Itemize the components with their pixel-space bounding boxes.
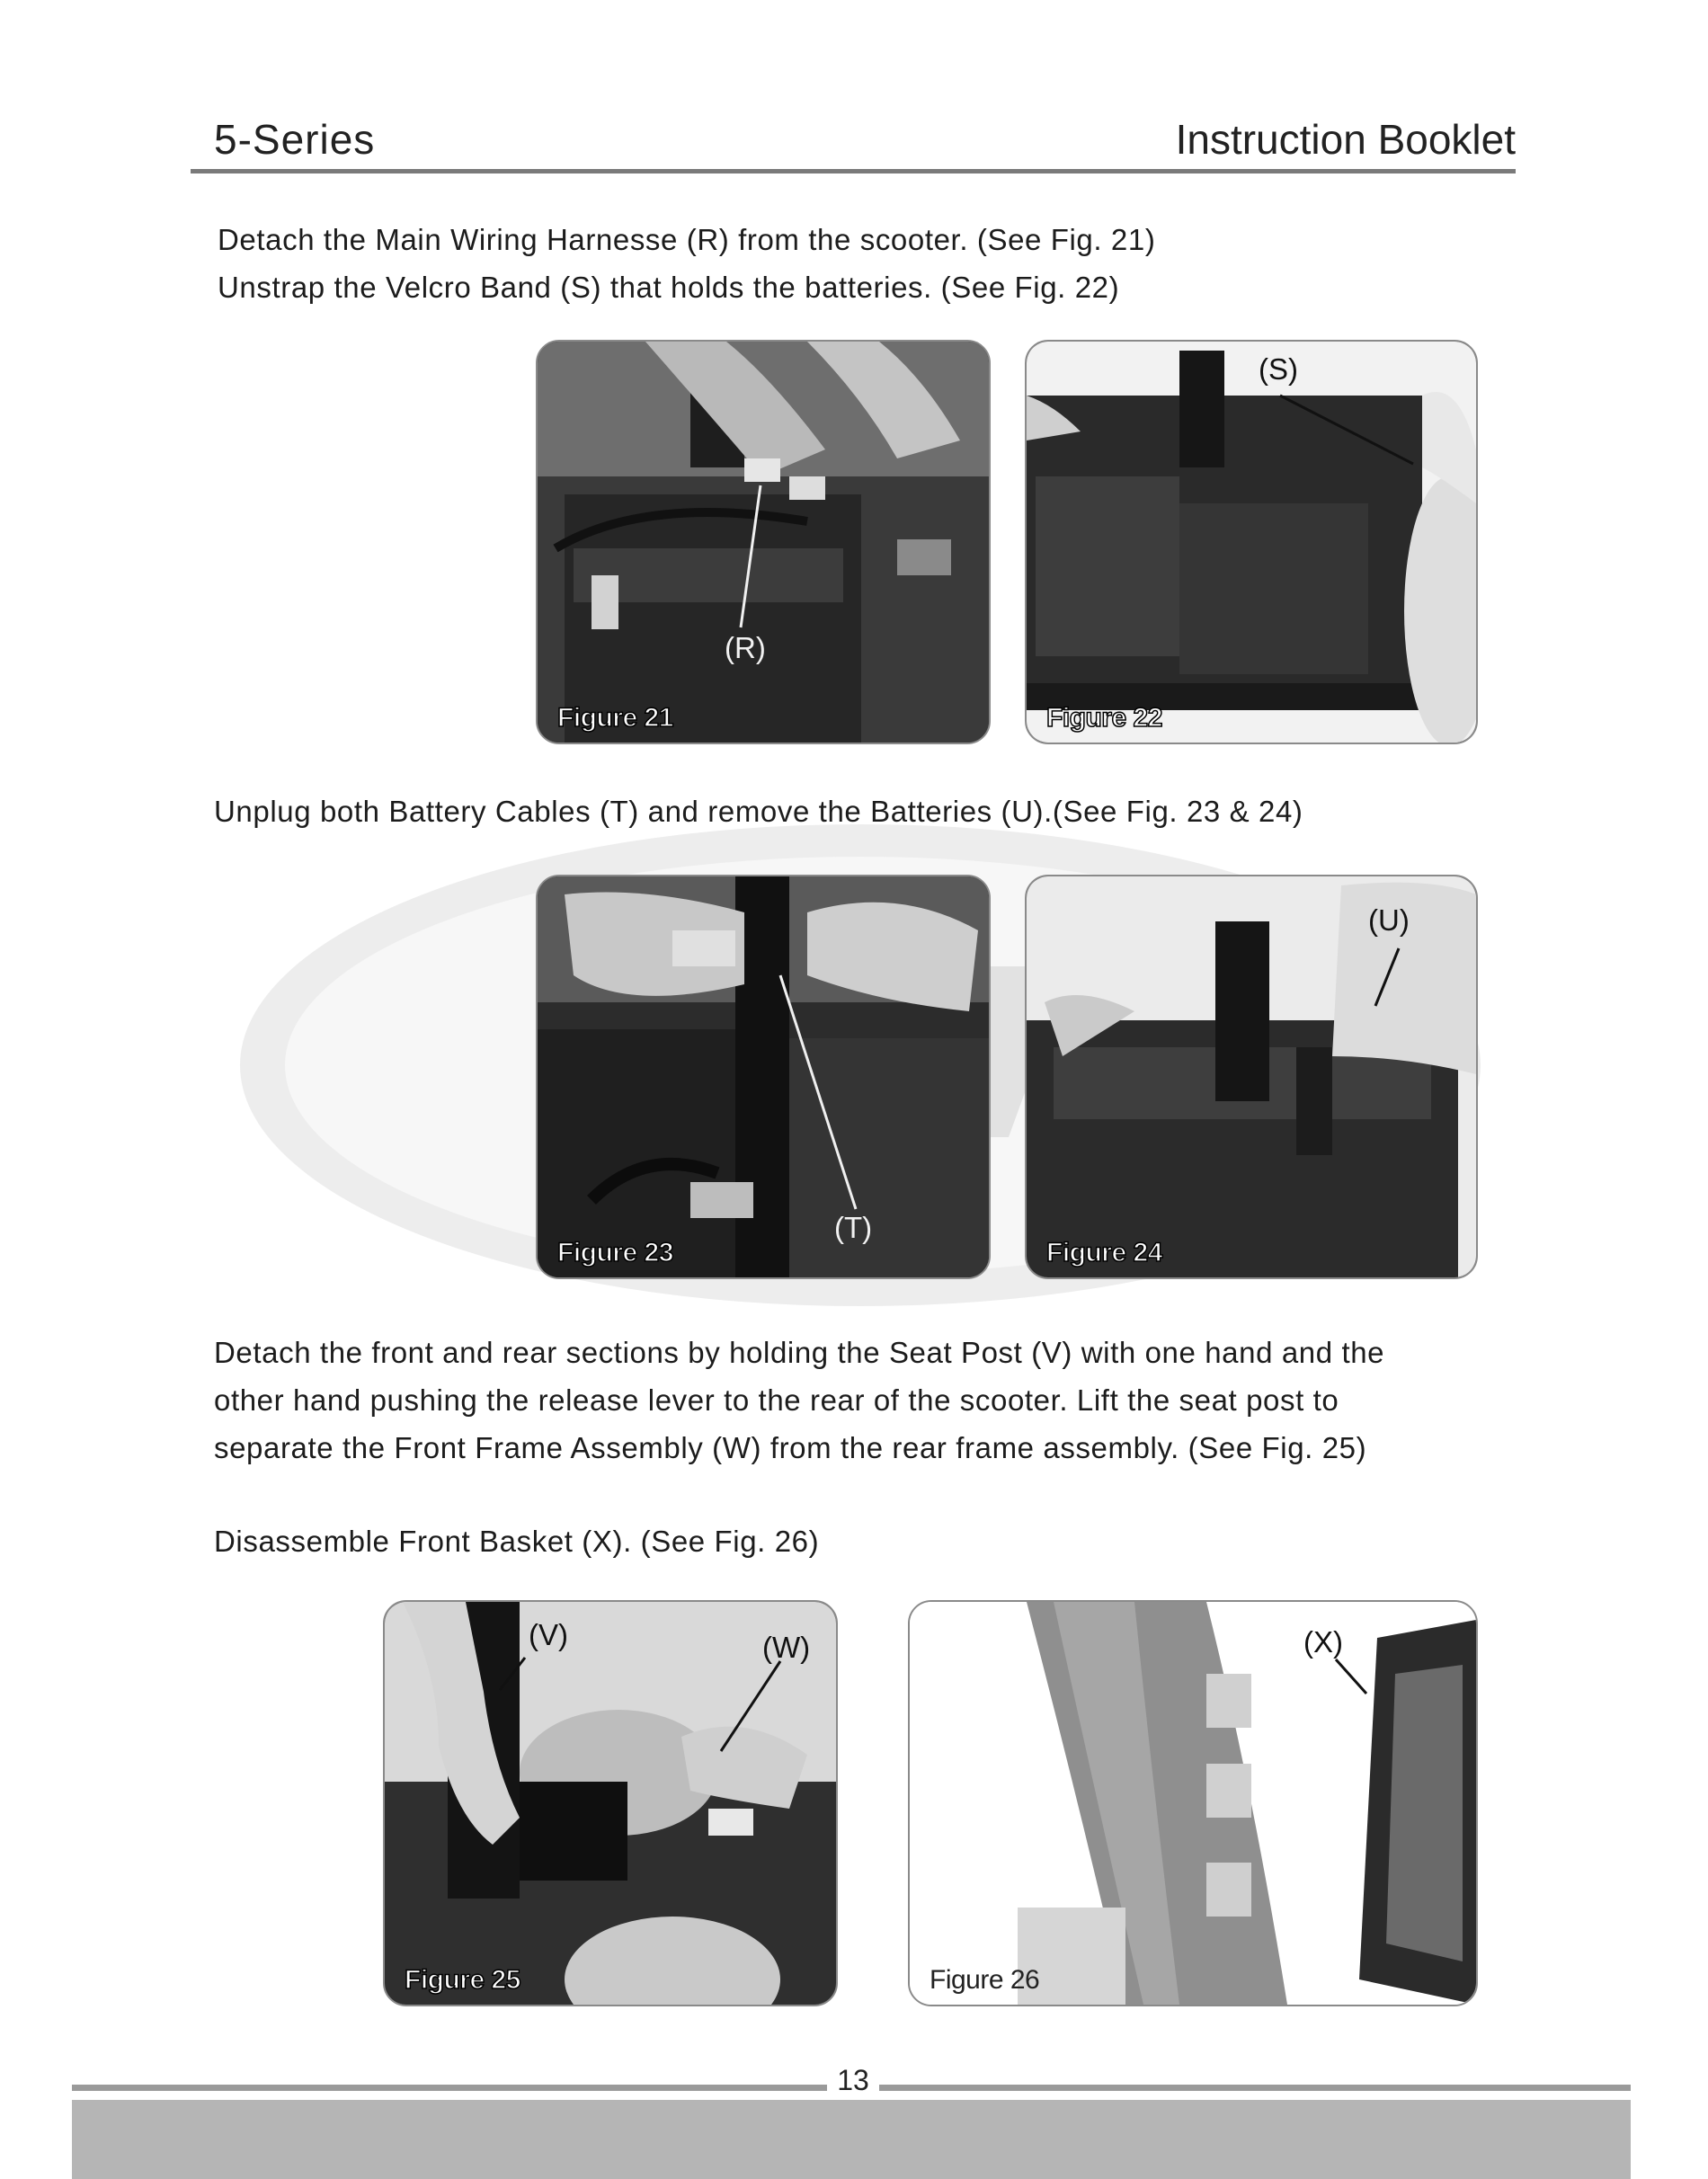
figure-26-caption: Figure 26 — [930, 1965, 1040, 1995]
figure-22-caption: Figure 22 — [1046, 703, 1162, 733]
figure-21-caption: Figure 21 — [557, 703, 673, 733]
figure-25-caption: Figure 25 — [405, 1965, 520, 1995]
figure-23-photo — [538, 876, 989, 1277]
instruction-step-3-line-3: separate the Front Frame Assembly (W) from the rear frame assembly. (See Fig. 25) — [214, 1431, 1367, 1464]
figure-21-photo — [538, 342, 989, 743]
instruction-step-3-line-2: other hand pushing the release lever to the rear of the scooter. Lift the seat post to — [214, 1383, 1339, 1417]
figure-26 — [908, 1600, 1478, 2006]
figure-25-callout-v: (V) — [529, 1618, 568, 1651]
instruction-step-4: Disassemble Front Basket (X). (See Fig. 26) — [214, 1525, 820, 1558]
footer-band — [72, 2100, 1631, 2179]
instruction-step-3-line-1: Detach the front and rear sections by holding the Seat Post (V) with one hand and the — [214, 1336, 1385, 1369]
figure-24-callout-u: (U) — [1368, 903, 1410, 937]
figure-26-callout-x: (X) — [1303, 1625, 1343, 1659]
figure-25 — [383, 1600, 838, 2006]
page-number: 13 — [837, 2064, 869, 2096]
footer-rule-left — [72, 2085, 827, 2091]
figure-23 — [536, 875, 991, 1279]
footer-rule-right — [879, 2085, 1631, 2091]
figure-22-callout-s: (S) — [1259, 352, 1298, 386]
figure-21 — [536, 340, 991, 744]
header-booklet-title: Instruction Booklet — [1175, 116, 1516, 163]
instruction-step-2: Unplug both Battery Cables (T) and remove the Batteries (U).(See Fig. 23 & 24) — [214, 795, 1303, 828]
figure-25-callout-w: (W) — [762, 1631, 811, 1664]
figure-22-photo — [1027, 342, 1476, 743]
figure-21-callout-r: (R) — [725, 631, 766, 664]
instruction-step-1-line-2: Unstrap the Velcro Band (S) that holds the batteries. (See Fig. 22) — [218, 271, 1120, 304]
figure-24 — [1025, 875, 1478, 1279]
figure-23-callout-t: (T) — [834, 1211, 873, 1244]
figure-24-caption: Figure 24 — [1046, 1238, 1162, 1267]
figure-22 — [1025, 340, 1478, 744]
instruction-step-1-line-1: Detach the Main Wiring Harnesse (R) from the scooter. (See Fig. 21) — [218, 223, 1156, 256]
figure-26-photo — [910, 1602, 1476, 2005]
header-divider — [191, 169, 1516, 173]
figure-23-caption: Figure 23 — [557, 1238, 673, 1267]
header-series-title: 5-Series — [214, 116, 376, 163]
